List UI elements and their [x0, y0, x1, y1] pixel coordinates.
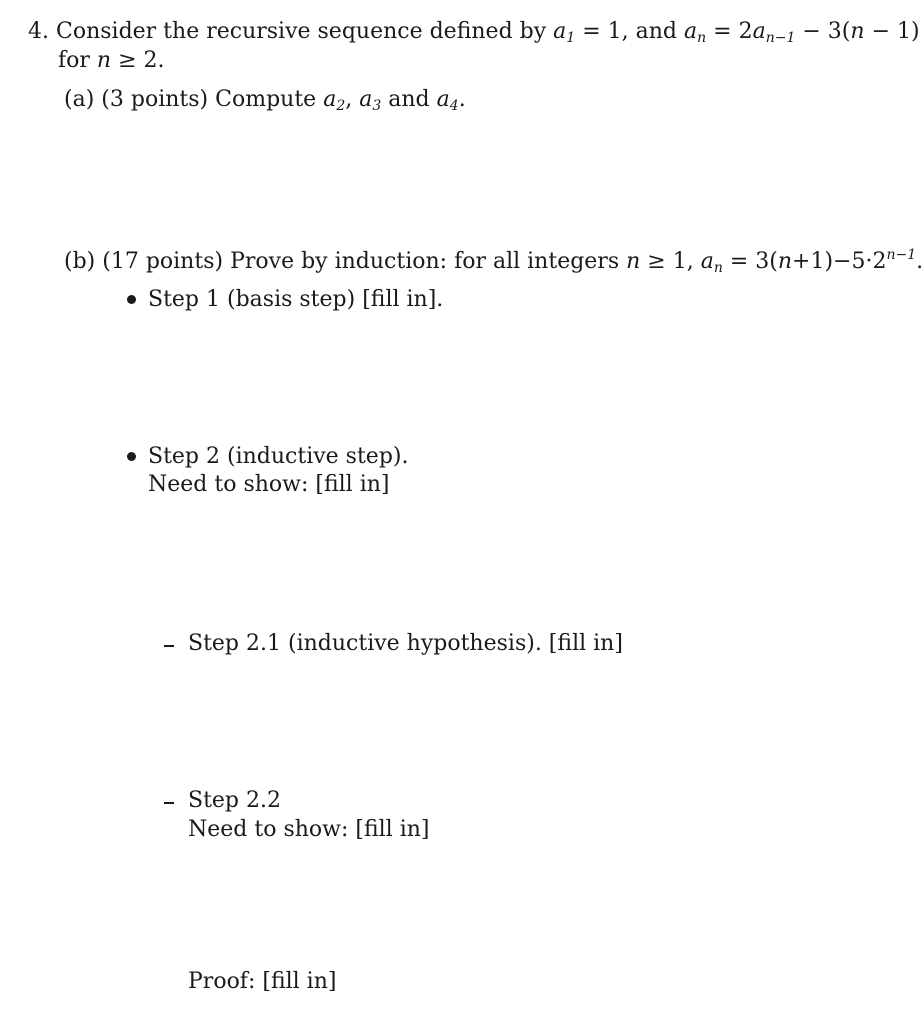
for-word: for [58, 48, 90, 73]
proof-line: Proof: [fill in] [188, 969, 337, 994]
part-a-points: (3 points) [101, 87, 209, 112]
step-2-1: Step 2.1 (inductive hypothesis). [fill in] [188, 631, 623, 656]
dash-icon [164, 645, 174, 647]
formula-a4: $a_4$. [436, 87, 466, 114]
part-b-text: Prove by induction: for all integers [230, 249, 620, 274]
formula-claim: n ≥ 1, $a_n = 3(n+1)-5\cdot 2^{n-1}$. [626, 247, 923, 276]
step-1: Step 1 (basis step) [fill in]. [148, 287, 444, 312]
problem-statement-line-1 [28, 18, 920, 46]
formula-recurrence: $a_n = 2a_{n-1} - 3(n - 1)$ [684, 19, 920, 46]
step-2-2-title: Step 2.2 [188, 788, 281, 813]
problem-statement-line-2 [58, 47, 165, 75]
problem-intro: Consider the recursive sequence defined by [56, 19, 547, 44]
bullet-icon [127, 452, 136, 461]
bullet-icon [127, 295, 136, 304]
dash-icon [164, 802, 174, 804]
part-a [64, 86, 466, 114]
part-b-label: (b) [64, 249, 96, 274]
formula-a1: $a_1 = 1$ [553, 19, 622, 46]
formula-n-geq: n ≥ [96, 48, 137, 73]
part-a-text: Compute [215, 87, 317, 112]
step-2-2-need-to-show: Need to show: [fill in] [188, 817, 430, 842]
part-a-label: (a) [64, 87, 95, 112]
step-2-title: Step 2 (inductive step). [148, 444, 409, 469]
problem-tail: 2. [143, 48, 165, 73]
part-b [64, 248, 923, 276]
part-b-points: (17 points) [102, 249, 224, 274]
part-a-and: and [388, 87, 430, 112]
and-word: , and [621, 19, 677, 44]
step-2-need-to-show: Need to show: [fill in] [148, 472, 390, 497]
formula-a2-a3: $a_2$, $a_3$ [323, 87, 382, 114]
problem-number: 4. [28, 19, 49, 44]
